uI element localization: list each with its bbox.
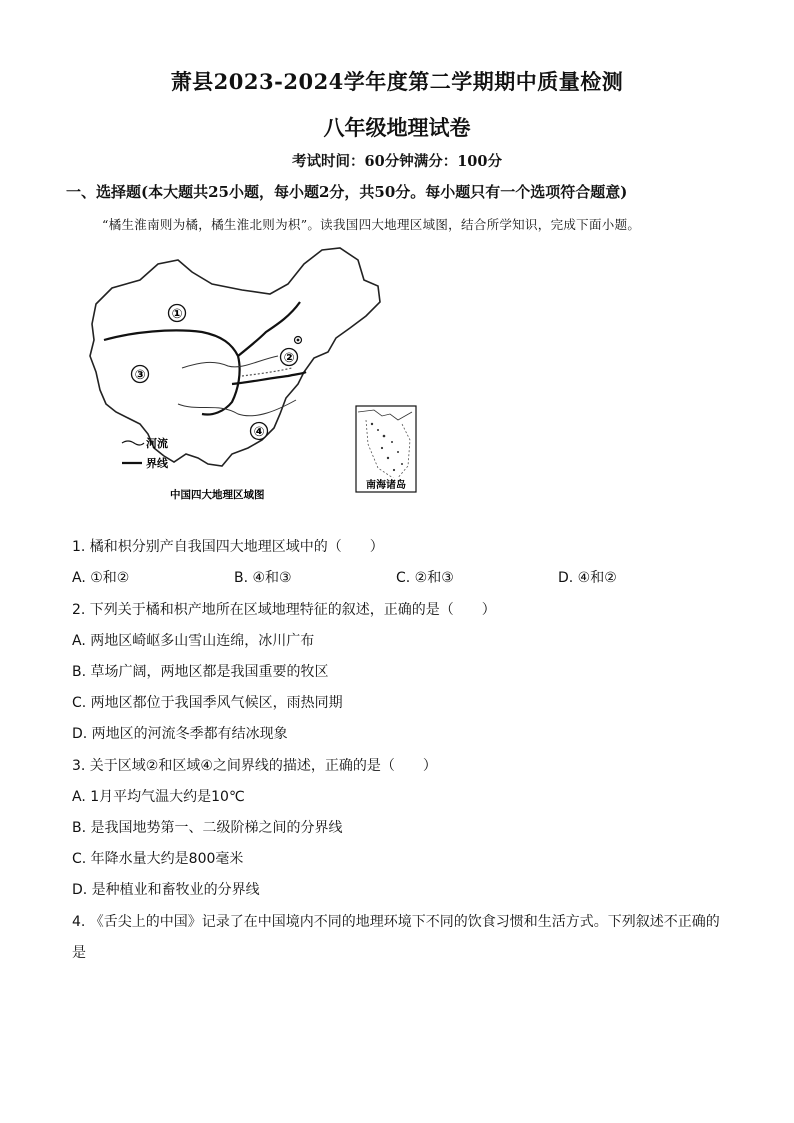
map-figure: [82, 244, 422, 506]
question-3-option-c[interactable]: C. 年降水量大约是800毫米: [72, 851, 244, 867]
question-4-stem: 4. 《舌尖上的中国》记录了在中国境内不同的地理环境下不同的饮食习惯和生活方式。下列叙述不正确的: [72, 914, 720, 930]
legend-river-symbol: [122, 441, 144, 445]
question-3-stem: 3. 关于区域②和区域④之间界线的描述，正确的是（ ）: [72, 758, 437, 774]
exam-subtitle: 八年级地理试卷: [323, 115, 471, 140]
china-outline: [90, 248, 380, 466]
question-2-option-c[interactable]: C. 两地区都位于我国季风气候区，雨热同期: [72, 695, 343, 711]
legend-river-label: 河流: [146, 437, 168, 450]
exam-info: 考试时间：60分钟满分：100分: [292, 153, 502, 170]
section-heading: 一、选择题(本大题共25小题，每小题2分，共50分。每小题只有一个选项符合题意): [66, 183, 628, 201]
section-intro: “橘生淮南则为橘，橘生淮北则为枳”。读我国四大地理区域图，结合所学知识，完成下面小题。: [102, 217, 641, 232]
question-2-option-d[interactable]: D. 两地区的河流冬季都有结冰现象: [72, 726, 288, 742]
question-3-option-b[interactable]: B. 是我国地势第一、二级阶梯之间的分界线: [72, 820, 343, 836]
inset-label: 南海诸岛: [366, 480, 406, 491]
question-1-stem: 1. 橘和枳分别产自我国四大地理区域中的（ ）: [72, 539, 384, 555]
region-label-4: ④: [253, 425, 265, 440]
river-yellow: [182, 356, 278, 368]
question-3-option-a[interactable]: A. 1月平均气温大约是10℃: [72, 789, 245, 805]
region-label-1: ①: [171, 307, 183, 322]
exam-title: 萧县2023-2024学年度第二学期期中质量检测: [170, 69, 624, 94]
question-4-stem-continued: 是: [72, 945, 86, 961]
boundary-qinling-huaihe: [232, 372, 306, 384]
question-1-option-a[interactable]: A. ①和②: [72, 570, 130, 586]
question-1-option-b[interactable]: B. ④和③: [234, 570, 292, 586]
question-3-option-d[interactable]: D. 是种植业和畜牧业的分界线: [72, 882, 260, 898]
question-2-stem: 2. 下列关于橘和枳产地所在区域地理特征的叙述，正确的是（ ）: [72, 602, 496, 618]
boundary-northwest: [104, 330, 238, 356]
river-yangtze: [178, 400, 296, 416]
question-2-option-a[interactable]: A. 两地区崎岖多山雪山连绵，冰川广布: [72, 633, 315, 649]
river-huaihe: [242, 368, 292, 376]
capital-dot-center: [297, 339, 300, 342]
legend-boundary-label: 界线: [146, 457, 168, 470]
boundary-qinghai-tibet: [202, 356, 240, 415]
region-label-2: ②: [283, 351, 295, 366]
boundary-north-east: [238, 302, 300, 356]
question-1-option-c[interactable]: C. ②和③: [396, 570, 454, 586]
region-label-3: ③: [134, 368, 146, 383]
question-2-option-b[interactable]: B. 草场广阔，两地区都是我国重要的牧区: [72, 664, 329, 680]
question-1-option-d[interactable]: D. ④和②: [558, 570, 617, 586]
map-caption: 中国四大地理区域图: [170, 489, 265, 501]
china-region-map: [82, 244, 422, 506]
